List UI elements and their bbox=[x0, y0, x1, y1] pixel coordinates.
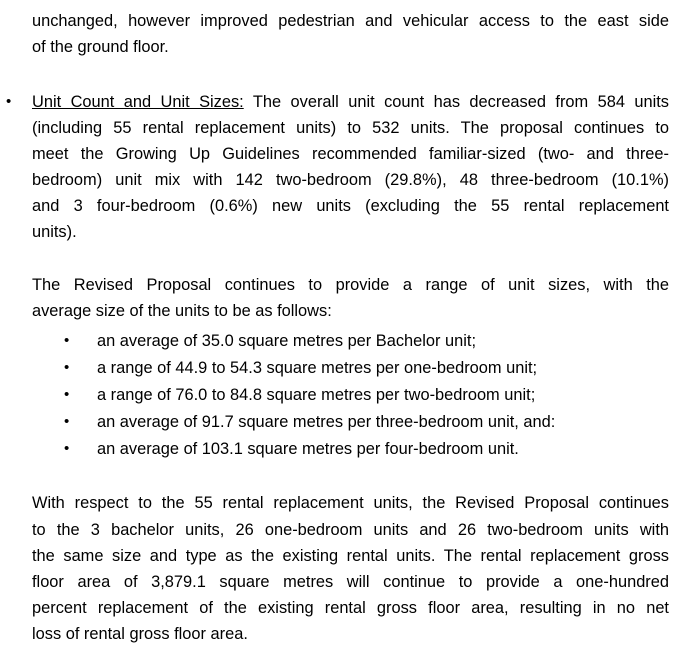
unit-count-line-5: and 3 four-bedroom (0.6%) new units (excluding the 55 rental replacement bbox=[32, 197, 669, 215]
rental-line-4: floor area of 3,879.1 square metres will continue to provide a one-hundred bbox=[32, 573, 669, 591]
unit-count-line-3: meet the Growing Up Guidelines recommended familiar-sized (two- and three- bbox=[32, 145, 669, 163]
sub-bullet-marker: • bbox=[64, 359, 70, 376]
unit-sizes-line-2: average size of the units to be as follows: bbox=[32, 302, 332, 320]
sub-bullet-marker: • bbox=[64, 413, 70, 430]
unit-size-item: a range of 76.0 to 84.8 square metres per two-bedroom unit; bbox=[97, 386, 536, 404]
rental-line-5: percent replacement of the existing rental gross floor area, resulting in no net bbox=[32, 599, 669, 617]
bullet-marker: • bbox=[6, 93, 12, 110]
unit-size-item: a range of 44.9 to 54.3 square metres per one-bedroom unit; bbox=[97, 359, 538, 377]
unit-count-line-1 bbox=[32, 89, 669, 115]
unit-sizes-line-1: The Revised Proposal continues to provide a range of unit sizes, with the bbox=[32, 276, 669, 294]
rental-line-6: loss of rental gross floor area. bbox=[32, 625, 248, 643]
sub-bullet-marker: • bbox=[64, 440, 70, 457]
section-heading-unit-count: Unit Count and Unit Sizes: bbox=[32, 93, 244, 111]
unit-count-line-2: (including 55 rental replacement units) to 532 units. The proposal continues to bbox=[32, 119, 669, 137]
unit-count-line-4: bedroom) unit mix with 142 two-bedroom (29.8%), 48 three-bedroom (10.1%) bbox=[32, 171, 669, 189]
unit-count-line-6: units). bbox=[32, 223, 77, 241]
continuation-line-2: of the ground floor. bbox=[32, 38, 169, 56]
rental-line-2: to the 3 bachelor units, 26 one-bedroom units and 26 two-bedroom units with bbox=[32, 521, 669, 539]
sub-bullet-marker: • bbox=[64, 386, 70, 403]
rental-line-3: the same size and type as the existing rental units. The rental replacement gross bbox=[32, 547, 669, 565]
sub-bullet-marker: • bbox=[64, 332, 70, 349]
unit-size-item: an average of 91.7 square metres per three-bedroom unit, and: bbox=[97, 413, 556, 431]
unit-size-item: an average of 103.1 square metres per four-bedroom unit. bbox=[97, 440, 519, 458]
rental-line-1: With respect to the 55 rental replacement units, the Revised Proposal continues bbox=[32, 494, 669, 512]
continuation-line-1: unchanged, however improved pedestrian and vehicular access to the east side bbox=[32, 12, 669, 30]
unit-count-line-1-text: The overall unit count has decreased from 584 units bbox=[243, 93, 669, 111]
unit-size-item: an average of 35.0 square metres per Bachelor unit; bbox=[97, 332, 477, 350]
